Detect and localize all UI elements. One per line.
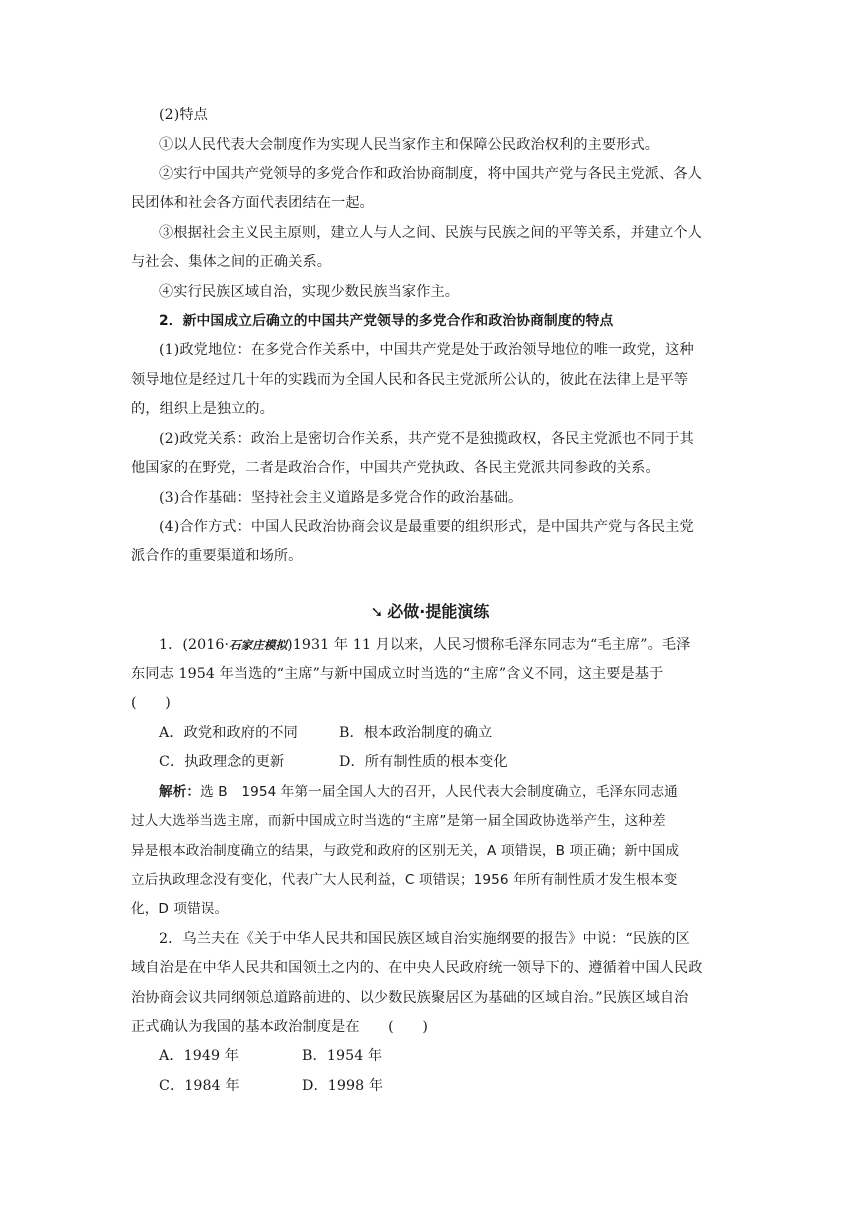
q2-line2: 域自治是在中华人民共和国领土之内的、在中央人民政府统一领导下的、遵循着中国人民政 [131, 960, 703, 976]
q1-line1 [159, 635, 731, 655]
arrow-down-right-icon: ➘ [370, 603, 384, 621]
feature-3-line2: 与社会、集体之间的正确关系。 [131, 254, 332, 270]
explanation-text-1: 选 B 1954 年第一届全国人大的召开，人民代表大会制度确立，毛泽东同志通 [200, 784, 678, 800]
party-status-line2: 领导地位是经过几十年的实践而为全国人民和各民主党派所公认的，彼此在法律上是平等 [131, 372, 689, 388]
q2-option-b: B．1954 年 [302, 1048, 383, 1064]
q1-explanation-line5: 化，D 项错误。 [131, 901, 229, 917]
q1-stem-start: )1931 年 11 月以来，人民习惯称毛泽东同志为“毛主席”。毛泽 [287, 637, 691, 653]
q2-line3: 治协商会议共同纲领总道路前进的、以少数民族聚居区为基础的区域自治。”民族区域自治 [131, 990, 689, 1006]
q1-explanation-line3: 异是根本政治制度确立的结果，与政党和政府的区别无关，A 项错误，B 项正确；新中国成 [131, 843, 680, 859]
cooperation-method-line2: 派合作的重要渠道和场所。 [131, 548, 303, 564]
q1-line2: 东同志 1954 年当选的“主席”与新中国成立时当选的“主席”含义不同，这主要是基于 [131, 666, 664, 682]
q1-option-b: B．根本政治制度的确立 [339, 725, 493, 741]
party-status-line3: 的，组织上是独立的。 [131, 401, 274, 417]
q1-explanation-line1 [159, 782, 731, 802]
practice-heading [0, 601, 860, 623]
q1-answer-blank: ( ) [131, 695, 171, 711]
feature-4: ④实行民族区域自治，实现少数民族当家作主。 [159, 284, 460, 300]
q1-source: 石家庄模拟 [229, 638, 288, 652]
q1-options-row1 [159, 723, 731, 743]
q2-options-row2 [159, 1076, 731, 1096]
q1-number: 1．(2016· [159, 637, 230, 653]
party-relation-line1: (2)政党关系：政治上是密切合作关系，共产党不是独揽政权，各民主党派也不同于其 [159, 431, 694, 447]
q1-option-d: D．所有制性质的根本变化 [339, 754, 508, 770]
practice-title: 必做·提能演练 [387, 602, 490, 621]
q2-options-row1 [159, 1046, 731, 1066]
party-status-line1: (1)政党地位：在多党合作关系中，中国共产党是处于政治领导地位的唯一政党，这种 [159, 342, 694, 358]
q2-option-d: D．1998 年 [302, 1078, 384, 1094]
explanation-label: 解析： [159, 784, 201, 800]
q2-option-a: A．1949 年 [159, 1048, 240, 1064]
q1-explanation-line4: 立后执政理念没有变化，代表广大人民利益，C 项错误；1956 年所有制性质才发生根本变 [131, 872, 678, 888]
q2-line1: 2．乌兰夫在《关于中华人民共和国民族区域自治实施纲要的报告》中说：“民族的区 [159, 931, 690, 947]
section-heading-features: (2)特点 [159, 107, 208, 123]
q1-option-a: A．政党和政府的不同 [159, 725, 298, 741]
section2-heading: 2．新中国成立后确立的中国共产党领导的多党合作和政治协商制度的特点 [159, 313, 614, 329]
feature-2-line1: ②实行中国共产党领导的多党合作和政治协商制度，将中国共产党与各民主党派、各人 [159, 166, 702, 182]
feature-2-line2: 民团体和社会各方面代表团结在一起。 [131, 195, 374, 211]
feature-3-line1: ③根据社会主义民主原则，建立人与人之间、民族与民族之间的平等关系，并建立个人 [159, 225, 702, 241]
q1-options-row2 [159, 752, 731, 772]
q1-option-c: C．执政理念的更新 [159, 754, 285, 770]
q1-explanation-line2: 过人大选举当选主席，而新中国成立时当选的“主席”是第一届全国政协选举产生，这种差 [131, 813, 666, 829]
cooperation-basis: (3)合作基础：坚持社会主义道路是多党合作的政治基础。 [159, 490, 523, 506]
q2-line4: 正式确认为我国的基本政治制度是在 ( ) [131, 1019, 429, 1035]
cooperation-method-line1: (4)合作方式：中国人民政治协商会议是最重要的组织形式，是中国共产党与各民主党 [159, 519, 694, 535]
q2-option-c: C．1984 年 [159, 1078, 240, 1094]
feature-1: ①以人民代表大会制度作为实现人民当家作主和保障公民政治权利的主要形式。 [159, 137, 660, 153]
party-relation-line2: 他国家的在野党，二者是政治合作，中国共产党执政、各民主党派共同参政的关系。 [131, 460, 660, 476]
